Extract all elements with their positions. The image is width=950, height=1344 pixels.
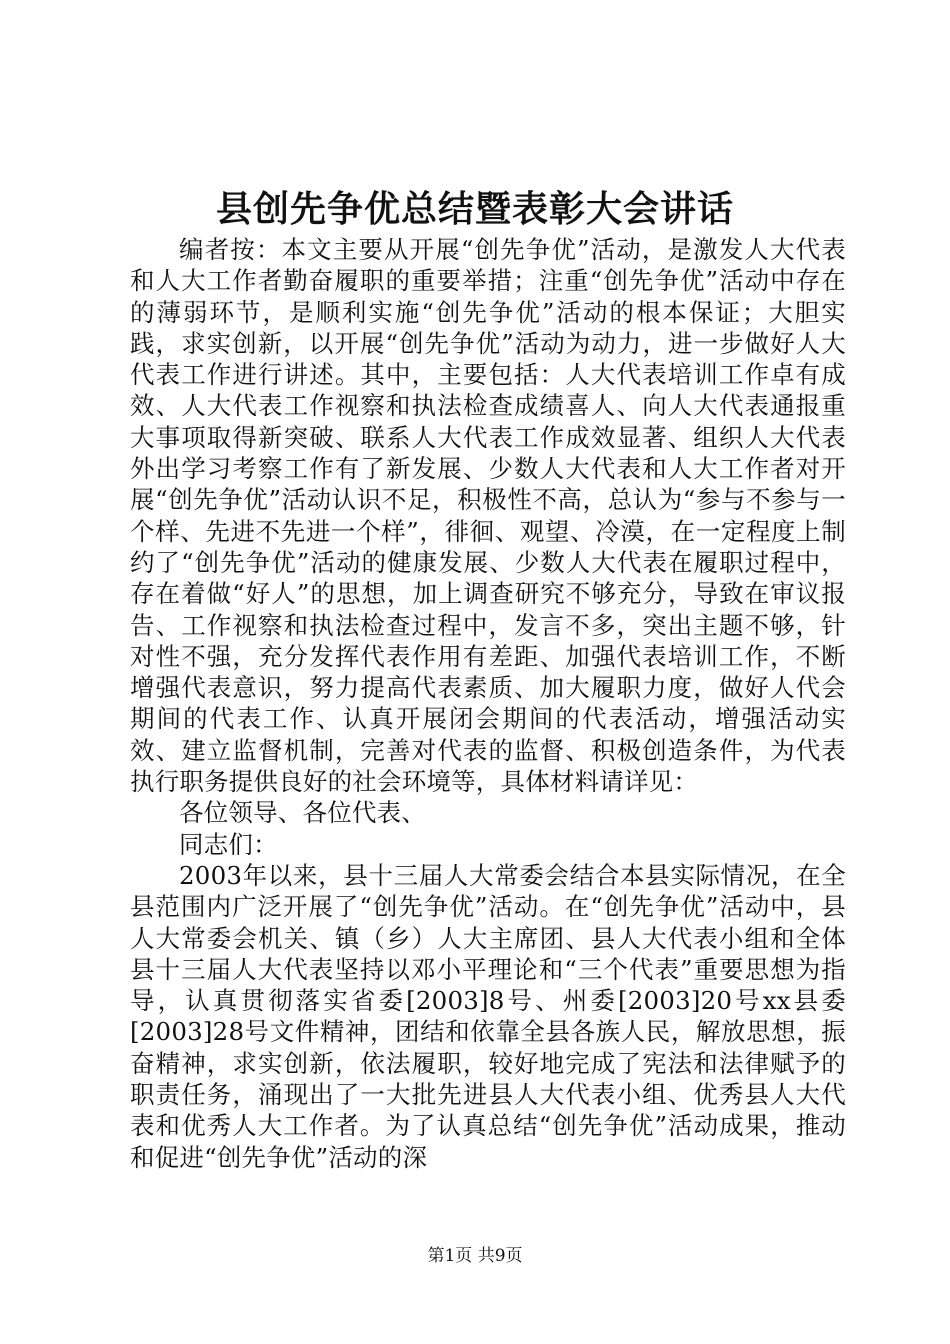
page-footer: 第1页 共9页 (427, 1246, 523, 1266)
editor-note-paragraph: 编者按：本文主要从开展“创先争优”活动，是激发人大代表和人大工作者勤奋履职的重要举措；注重“创先争优”活动中存在的薄弱环节，是顺利实施“创先争优”活动的根本保证；大胆实践，求实创新，以开展“创先争优”活动为动力，进一步做好人大代表工作进行讲述。其中，主要包括：人大代表培训工作卓有成效、人大代表工作视察和执法检查成绩喜人、向人大代表通报重大事项取得新突破、联系人大代表工作成效显著、组织人大代表外出学习考察工作有了新发展、少数人大代表和人大工作者对开展“创先争优”活动认识不足，积极性不高，总认为“参与不参与一个样、先进不先进一个样”，徘徊、观望、冷漠，在一定程度上制约了“创先争优”活动的健康发展、少数人大代表在履职过程中，存在着做“好人”的思想，加上调查研究不够充分，导致在审议报告、工作视察和执法检查过程中，发言不多，突出主题不够，针对性不强，充分发挥代表作用有差距、加强代表培训工作，不断增强代表意识，努力提高代表素质、加大履职力度，做好人代会期间的代表工作、认真开展闭会期间的代表活动，增强活动实效、建立监督机制，完善对代表的监督、积极创造条件，为代表执行职务提供良好的社会环境等，具体材料请详见： (130, 235, 846, 797)
speech-paragraph: 2003年以来，县十三届人大常委会结合本县实际情况，在全县范围内广泛开展了“创先争优”活动。在“创先争优”活动中，县人大常委会机关、镇（乡）人大主席团、县人大代表小组和全体县十三届人大代表坚持以邓小平理论和“三个代表”重要思想为指导，认真贯彻落实省委[2003]8号、州委[2003]20号xx县委[2003]28号文件精神，团结和依靠全县各族人民，解放思想，振奋精神，求实创新，依法履职，较好地完成了宪法和法律赋予的职责任务，涌现出了一大批先进县人大代表小组、优秀县人大代表和优秀人大工作者。为了认真总结“创先争优”活动成果，推动和促进“创先争优”活动的深 (130, 860, 846, 1172)
document-body (130, 234, 846, 1173)
salutation-leaders: 各位领导、各位代表、 (179, 798, 426, 828)
salutation-comrades: 同志们： (179, 829, 278, 859)
document-title: 县创先争优总结暨表彰大会讲话 (215, 188, 734, 230)
